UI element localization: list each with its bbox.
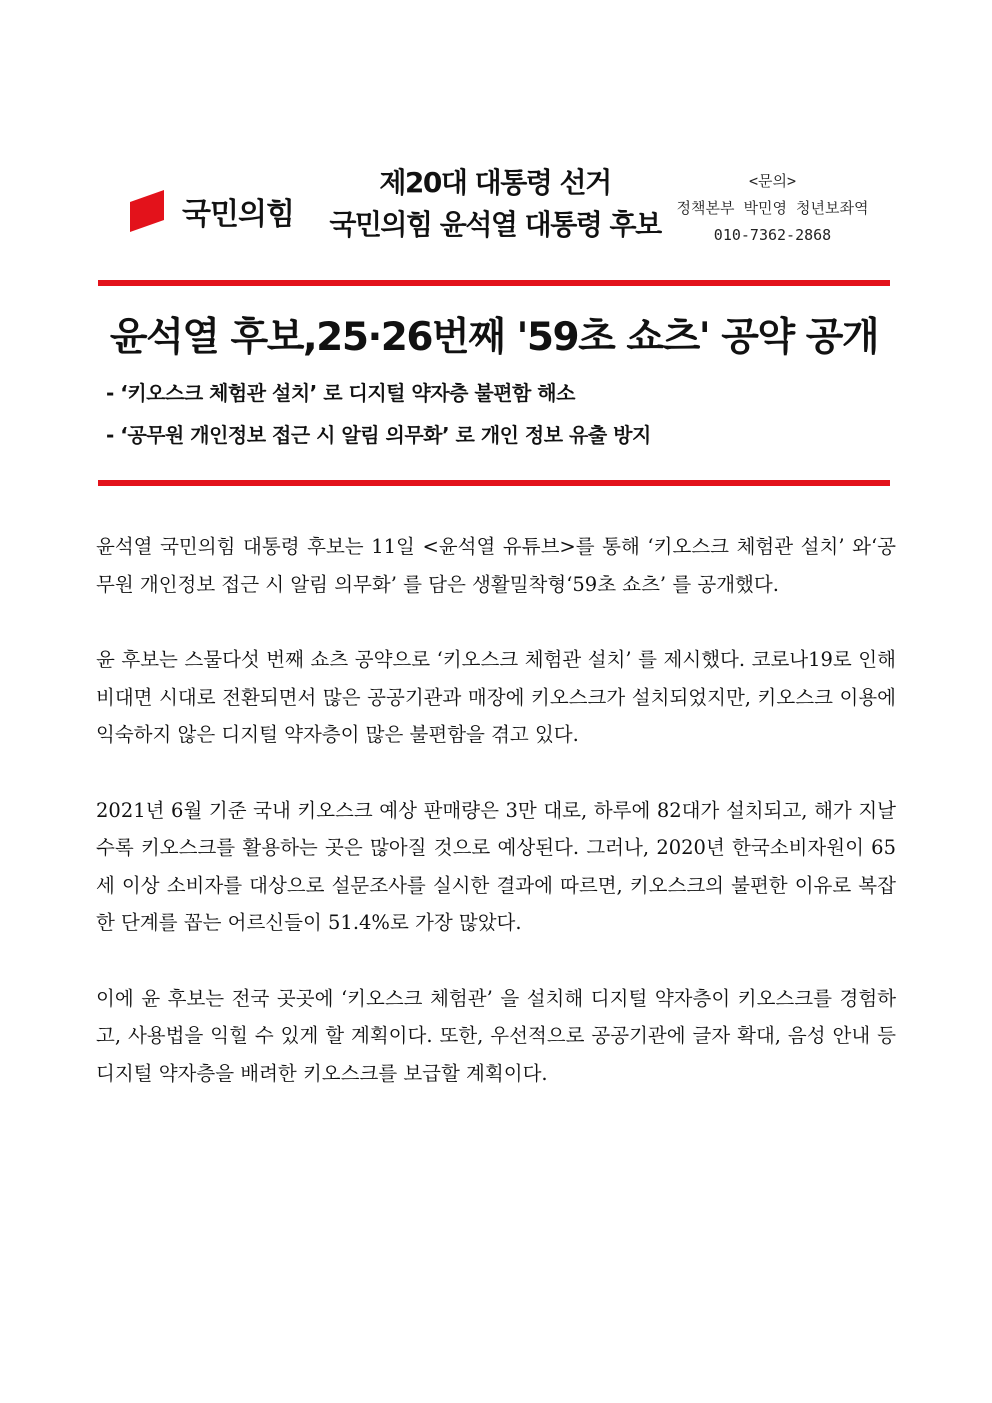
press-headline: 윤석열 후보,25·26번째 '59초 쇼츠' 공약 공개: [109, 315, 879, 360]
subheadline-item: - ‘공무원 개인정보 접근 시 알림 의무화’ 로 개인 정보 유출 방지: [106, 423, 651, 447]
subheadline-item: - ‘키오스크 체험관 설치’ 로 디지털 약자층 불편함 해소: [106, 381, 575, 405]
body-paragraph: 2021년 6월 기준 국내 키오스크 예상 판매량은 3만 대로, 하루에 82대가 설치되고, 해가 지날수록 키오스크를 활용하는 곳은 많아질 것으로 예상된다. 그러나, 2020년 한국소비자원이 65세 이상 소비자를 대상으로 설문조사를 실시한 결과에 따르면, 키오스크의 불편한 이유로 복잡한 단계를 꼽는 어르신들이 51.4%로 가장 많았다.: [96, 798, 896, 934]
contact-info: [650, 168, 895, 249]
body-paragraph: 윤석열 국민의힘 대통령 후보는 11일 <윤석열 유튜브>를 통해 ‘키오스크 체험관 설치’ 와‘공무원 개인정보 접근 시 알림 의무화’ 를 담은 생활밀착형‘59초 쇼츠’ 를 공개했다.: [96, 535, 896, 596]
party-name: 국민의힘: [182, 197, 294, 232]
contact-label: <문의>: [748, 172, 797, 190]
body-paragraph: 이에 윤 후보는 전국 곳곳에 ‘키오스크 체험관’ 을 설치해 디지털 약자층이 키오스크를 경험하고, 사용법을 익힐 수 있게 할 계획이다. 또한, 우선적으로 공공기관에 글자 확대, 음성 안내 등 디지털 약자층을 배려한 키오스크를 보급할 계획이다.: [96, 986, 896, 1085]
press-body: [96, 528, 896, 1130]
candidate-title: 국민의힘 윤석열 대통령 후보: [329, 208, 661, 241]
contact-phone: 010-7362-2868: [713, 226, 832, 244]
party-logo-icon: [124, 188, 170, 234]
subheadline-list: [106, 372, 886, 456]
election-title: 제20대 대통령 선거: [379, 166, 611, 199]
contact-person: 정책본부 박민영 청년보좌역: [676, 199, 869, 217]
top-divider: [98, 280, 890, 286]
party-logo: [124, 188, 294, 234]
body-paragraph: 윤 후보는 스물다섯 번째 쇼츠 공약으로 ‘키오스크 체험관 설치’ 를 제시했다. 코로나19로 인해 비대면 시대로 전환되면서 많은 공공기관과 매장에 키오스크가 설치되었지만, 키오스크 이용에 익숙하지 않은 디지털 약자층이 많은 불편함을 겪고 있다.: [96, 648, 896, 746]
bottom-divider: [98, 480, 890, 486]
election-header: [320, 162, 670, 246]
